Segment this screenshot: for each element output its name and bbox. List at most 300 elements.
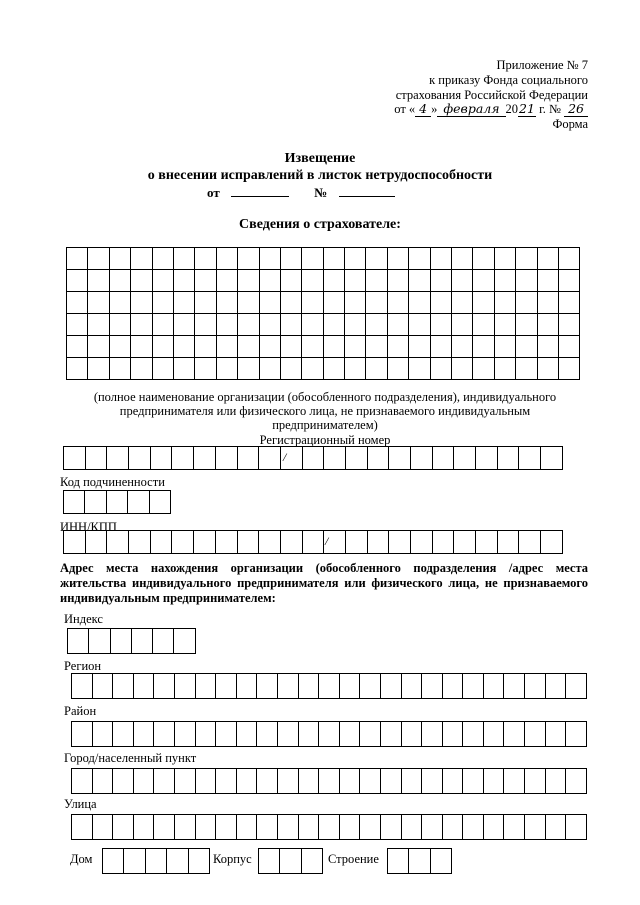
district-cell[interactable] — [133, 722, 154, 747]
insurer-name-cell[interactable] — [366, 336, 387, 358]
district-cell[interactable] — [463, 722, 484, 747]
insurer-name-cell[interactable] — [173, 336, 194, 358]
street-cell[interactable] — [174, 815, 195, 840]
insurer-name-cell[interactable] — [409, 314, 430, 336]
insurer-name-cell[interactable] — [152, 270, 173, 292]
insurer-name-cell[interactable] — [409, 358, 430, 380]
building-cell[interactable] — [301, 849, 322, 874]
insurer-name-cell[interactable] — [430, 314, 451, 336]
index-grid[interactable] — [67, 628, 196, 654]
district-cell[interactable] — [298, 722, 319, 747]
insurer-name-cell[interactable] — [537, 292, 558, 314]
inn-kpp-cell[interactable] — [367, 531, 389, 554]
region-cell[interactable] — [339, 674, 360, 699]
reg-number-cell[interactable] — [389, 447, 411, 470]
insurer-name-cell[interactable] — [109, 248, 130, 270]
inn-kpp-cell[interactable] — [302, 531, 324, 554]
reg-number-cell[interactable] — [519, 447, 541, 470]
inn-kpp-grid[interactable] — [63, 530, 563, 554]
subordination-cell[interactable] — [106, 491, 127, 514]
insurer-name-cell[interactable] — [494, 314, 515, 336]
index-cell[interactable] — [89, 629, 110, 654]
insurer-name-cell[interactable] — [173, 292, 194, 314]
street-cell[interactable] — [380, 815, 401, 840]
insurer-name-cell[interactable] — [259, 292, 280, 314]
region-cell[interactable] — [566, 674, 587, 699]
region-cell[interactable] — [483, 674, 504, 699]
insurer-name-cell[interactable] — [387, 248, 408, 270]
insurer-name-cell[interactable] — [67, 336, 88, 358]
street-cell[interactable] — [504, 815, 525, 840]
insurer-name-cell[interactable] — [302, 248, 323, 270]
district-cell[interactable] — [113, 722, 134, 747]
insurer-name-cell[interactable] — [216, 358, 237, 380]
district-cell[interactable] — [545, 722, 566, 747]
insurer-name-cell[interactable] — [366, 292, 387, 314]
reg-number-cell[interactable] — [345, 447, 367, 470]
insurer-name-cell[interactable] — [537, 248, 558, 270]
insurer-name-cell[interactable] — [195, 314, 216, 336]
index-cell[interactable] — [68, 629, 89, 654]
city-cell[interactable] — [133, 769, 154, 794]
insurer-name-cell[interactable] — [430, 292, 451, 314]
insurer-name-cell[interactable] — [452, 336, 473, 358]
street-cell[interactable] — [545, 815, 566, 840]
street-cell[interactable] — [113, 815, 134, 840]
city-cell[interactable] — [525, 769, 546, 794]
region-cell[interactable] — [236, 674, 257, 699]
reg-number-cell[interactable] — [237, 447, 259, 470]
insurer-name-cell[interactable] — [238, 248, 259, 270]
insurer-name-cell[interactable] — [430, 358, 451, 380]
city-cell[interactable] — [401, 769, 422, 794]
insurer-name-cell[interactable] — [216, 248, 237, 270]
reg-number-cell[interactable] — [107, 447, 129, 470]
inn-kpp-cell[interactable] — [389, 531, 411, 554]
region-cell[interactable] — [257, 674, 278, 699]
reg-number-cell[interactable] — [129, 447, 151, 470]
city-cell[interactable] — [154, 769, 175, 794]
insurer-name-cell[interactable] — [195, 292, 216, 314]
notice-date-field[interactable] — [231, 184, 289, 197]
insurer-name-cell[interactable] — [345, 336, 366, 358]
insurer-name-cell[interactable] — [323, 270, 344, 292]
street-cell[interactable] — [195, 815, 216, 840]
reg-number-cell[interactable] — [497, 447, 519, 470]
subordination-cell[interactable] — [149, 491, 170, 514]
city-cell[interactable] — [442, 769, 463, 794]
city-cell[interactable] — [422, 769, 443, 794]
insurer-name-cell[interactable] — [238, 270, 259, 292]
inn-kpp-cell[interactable] — [280, 531, 302, 554]
insurer-name-cell[interactable] — [109, 336, 130, 358]
insurer-name-cell[interactable] — [302, 270, 323, 292]
district-cell[interactable] — [401, 722, 422, 747]
region-cell[interactable] — [422, 674, 443, 699]
insurer-name-cell[interactable] — [238, 292, 259, 314]
reg-number-cell[interactable] — [259, 447, 281, 470]
street-cell[interactable] — [566, 815, 587, 840]
insurer-name-cell[interactable] — [88, 336, 109, 358]
insurer-name-cell[interactable] — [387, 270, 408, 292]
city-grid[interactable] — [71, 768, 587, 794]
insurer-name-cell[interactable] — [366, 270, 387, 292]
street-cell[interactable] — [154, 815, 175, 840]
house-cell[interactable] — [145, 849, 166, 874]
reg-number-cell[interactable] — [64, 447, 86, 470]
city-cell[interactable] — [195, 769, 216, 794]
region-cell[interactable] — [154, 674, 175, 699]
street-cell[interactable] — [463, 815, 484, 840]
insurer-name-cell[interactable] — [387, 314, 408, 336]
district-cell[interactable] — [257, 722, 278, 747]
index-cell[interactable] — [174, 629, 195, 654]
reg-number-cell[interactable] — [476, 447, 498, 470]
inn-kpp-cell[interactable] — [194, 531, 216, 554]
inn-kpp-cell[interactable] — [497, 531, 519, 554]
insurer-name-cell[interactable] — [558, 314, 579, 336]
city-cell[interactable] — [257, 769, 278, 794]
region-cell[interactable] — [545, 674, 566, 699]
insurer-name-cell[interactable] — [494, 270, 515, 292]
reg-number-cell[interactable] — [432, 447, 454, 470]
insurer-name-cell[interactable] — [131, 314, 152, 336]
insurer-name-cell[interactable] — [280, 270, 301, 292]
insurer-name-cell[interactable] — [131, 292, 152, 314]
insurer-name-cell[interactable] — [452, 248, 473, 270]
insurer-name-cell[interactable] — [280, 314, 301, 336]
inn-kpp-cell[interactable] — [541, 531, 563, 554]
insurer-name-cell[interactable] — [280, 358, 301, 380]
inn-kpp-cell[interactable] — [476, 531, 498, 554]
insurer-name-cell[interactable] — [67, 270, 88, 292]
reg-number-cell[interactable] — [541, 447, 563, 470]
region-cell[interactable] — [298, 674, 319, 699]
city-cell[interactable] — [483, 769, 504, 794]
region-cell[interactable] — [319, 674, 340, 699]
region-cell[interactable] — [463, 674, 484, 699]
insurer-name-cell[interactable] — [173, 270, 194, 292]
insurer-name-cell[interactable] — [152, 358, 173, 380]
insurer-name-cell[interactable] — [195, 358, 216, 380]
subordination-grid[interactable] — [63, 490, 171, 514]
structure-grid[interactable] — [387, 848, 452, 874]
insurer-name-cell[interactable] — [238, 314, 259, 336]
structure-cell[interactable] — [388, 849, 409, 874]
insurer-name-cell[interactable] — [280, 336, 301, 358]
city-cell[interactable] — [360, 769, 381, 794]
inn-kpp-cell[interactable] — [107, 531, 129, 554]
insurer-name-cell[interactable] — [409, 248, 430, 270]
insurer-name-cell[interactable] — [366, 248, 387, 270]
region-cell[interactable] — [360, 674, 381, 699]
street-cell[interactable] — [92, 815, 113, 840]
insurer-name-cell[interactable] — [152, 248, 173, 270]
city-cell[interactable] — [113, 769, 134, 794]
insurer-name-cell[interactable] — [430, 336, 451, 358]
city-cell[interactable] — [216, 769, 237, 794]
insurer-name-cell[interactable] — [558, 248, 579, 270]
insurer-name-cell[interactable] — [216, 314, 237, 336]
insurer-name-cell[interactable] — [473, 314, 494, 336]
street-cell[interactable] — [483, 815, 504, 840]
insurer-name-cell[interactable] — [302, 292, 323, 314]
insurer-name-cell[interactable] — [345, 248, 366, 270]
inn-kpp-cell[interactable] — [237, 531, 259, 554]
insurer-name-cell[interactable] — [152, 336, 173, 358]
insurer-name-cell[interactable] — [473, 248, 494, 270]
district-cell[interactable] — [360, 722, 381, 747]
inn-kpp-cell[interactable] — [150, 531, 172, 554]
insurer-name-cell[interactable] — [259, 336, 280, 358]
insurer-name-cell[interactable] — [537, 270, 558, 292]
insurer-name-cell[interactable] — [173, 358, 194, 380]
region-cell[interactable] — [442, 674, 463, 699]
inn-kpp-cell[interactable] — [64, 531, 86, 554]
insurer-name-cell[interactable] — [109, 314, 130, 336]
inn-kpp-cell[interactable] — [454, 531, 476, 554]
street-cell[interactable] — [257, 815, 278, 840]
insurer-name-cell[interactable] — [494, 336, 515, 358]
index-cell[interactable] — [131, 629, 152, 654]
insurer-name-cell[interactable] — [88, 358, 109, 380]
insurer-name-cell[interactable] — [109, 292, 130, 314]
insurer-name-cell[interactable] — [516, 270, 537, 292]
reg-number-cell[interactable] — [194, 447, 216, 470]
street-cell[interactable] — [216, 815, 237, 840]
district-cell[interactable] — [216, 722, 237, 747]
insurer-name-cell[interactable] — [473, 336, 494, 358]
insurer-name-cell[interactable] — [452, 292, 473, 314]
city-cell[interactable] — [319, 769, 340, 794]
insurer-name-cell[interactable] — [516, 336, 537, 358]
district-cell[interactable] — [339, 722, 360, 747]
insurer-name-cell[interactable] — [558, 358, 579, 380]
insurer-name-cell[interactable] — [173, 314, 194, 336]
insurer-name-cell[interactable] — [323, 248, 344, 270]
street-cell[interactable] — [133, 815, 154, 840]
insurer-name-cell[interactable] — [109, 358, 130, 380]
reg-number-cell[interactable] — [367, 447, 389, 470]
district-cell[interactable] — [525, 722, 546, 747]
insurer-name-cell[interactable] — [131, 248, 152, 270]
district-cell[interactable] — [483, 722, 504, 747]
insurer-name-cell[interactable] — [109, 270, 130, 292]
region-cell[interactable] — [72, 674, 93, 699]
city-cell[interactable] — [504, 769, 525, 794]
insurer-name-cell[interactable] — [173, 248, 194, 270]
insurer-name-cell[interactable] — [345, 270, 366, 292]
insurer-name-cell[interactable] — [131, 336, 152, 358]
insurer-name-cell[interactable] — [195, 248, 216, 270]
insurer-name-cell[interactable] — [216, 270, 237, 292]
street-cell[interactable] — [525, 815, 546, 840]
region-cell[interactable] — [401, 674, 422, 699]
insurer-name-cell[interactable] — [387, 292, 408, 314]
insurer-name-cell[interactable] — [537, 358, 558, 380]
insurer-name-cell[interactable] — [452, 358, 473, 380]
house-cell[interactable] — [124, 849, 145, 874]
reg-number-cell[interactable] — [411, 447, 433, 470]
city-cell[interactable] — [380, 769, 401, 794]
house-cell[interactable] — [103, 849, 124, 874]
insurer-name-cell[interactable] — [67, 358, 88, 380]
district-cell[interactable] — [566, 722, 587, 747]
insurer-name-cell[interactable] — [430, 248, 451, 270]
insurer-name-cell[interactable] — [216, 292, 237, 314]
structure-cell[interactable] — [409, 849, 430, 874]
insurer-name-cell[interactable] — [516, 248, 537, 270]
insurer-name-grid[interactable] — [66, 247, 580, 380]
reg-number-grid[interactable] — [63, 446, 563, 470]
insurer-name-cell[interactable] — [259, 248, 280, 270]
notice-number-field[interactable] — [339, 184, 395, 197]
house-cell[interactable] — [167, 849, 188, 874]
reg-number-cell[interactable] — [85, 447, 107, 470]
inn-kpp-cell[interactable] — [345, 531, 367, 554]
insurer-name-cell[interactable] — [387, 358, 408, 380]
district-cell[interactable] — [319, 722, 340, 747]
region-cell[interactable] — [277, 674, 298, 699]
city-cell[interactable] — [174, 769, 195, 794]
street-cell[interactable] — [422, 815, 443, 840]
insurer-name-cell[interactable] — [494, 248, 515, 270]
reg-number-cell[interactable] — [172, 447, 194, 470]
insurer-name-cell[interactable] — [387, 336, 408, 358]
district-cell[interactable] — [236, 722, 257, 747]
insurer-name-cell[interactable] — [152, 314, 173, 336]
region-cell[interactable] — [92, 674, 113, 699]
reg-number-cell[interactable] — [324, 447, 346, 470]
insurer-name-cell[interactable] — [195, 336, 216, 358]
index-cell[interactable] — [110, 629, 131, 654]
reg-number-cell[interactable] — [215, 447, 237, 470]
insurer-name-cell[interactable] — [494, 292, 515, 314]
insurer-name-cell[interactable] — [345, 292, 366, 314]
insurer-name-cell[interactable] — [259, 270, 280, 292]
insurer-name-cell[interactable] — [259, 358, 280, 380]
reg-number-cell[interactable] — [454, 447, 476, 470]
city-cell[interactable] — [339, 769, 360, 794]
insurer-name-cell[interactable] — [345, 314, 366, 336]
city-cell[interactable] — [277, 769, 298, 794]
insurer-name-cell[interactable] — [259, 314, 280, 336]
insurer-name-cell[interactable] — [302, 336, 323, 358]
insurer-name-cell[interactable] — [473, 292, 494, 314]
region-cell[interactable] — [216, 674, 237, 699]
district-cell[interactable] — [504, 722, 525, 747]
insurer-name-cell[interactable] — [537, 314, 558, 336]
building-grid[interactable] — [258, 848, 323, 874]
insurer-name-cell[interactable] — [302, 358, 323, 380]
subordination-cell[interactable] — [128, 491, 149, 514]
region-cell[interactable] — [133, 674, 154, 699]
region-cell[interactable] — [380, 674, 401, 699]
insurer-name-cell[interactable] — [516, 292, 537, 314]
region-cell[interactable] — [195, 674, 216, 699]
district-cell[interactable] — [72, 722, 93, 747]
street-cell[interactable] — [277, 815, 298, 840]
building-cell[interactable] — [259, 849, 280, 874]
inn-kpp-cell[interactable] — [85, 531, 107, 554]
district-cell[interactable] — [195, 722, 216, 747]
city-cell[interactable] — [92, 769, 113, 794]
region-grid[interactable] — [71, 673, 587, 699]
inn-kpp-cell[interactable] — [172, 531, 194, 554]
street-cell[interactable] — [298, 815, 319, 840]
insurer-name-cell[interactable] — [537, 336, 558, 358]
district-cell[interactable] — [154, 722, 175, 747]
inn-kpp-cell[interactable] — [259, 531, 281, 554]
house-grid[interactable] — [102, 848, 210, 874]
inn-kpp-cell[interactable] — [129, 531, 151, 554]
insurer-name-cell[interactable] — [67, 248, 88, 270]
insurer-name-cell[interactable] — [88, 248, 109, 270]
index-cell[interactable] — [153, 629, 174, 654]
insurer-name-cell[interactable] — [516, 314, 537, 336]
city-cell[interactable] — [236, 769, 257, 794]
city-cell[interactable] — [72, 769, 93, 794]
insurer-name-cell[interactable] — [323, 314, 344, 336]
insurer-name-cell[interactable] — [88, 292, 109, 314]
district-cell[interactable] — [174, 722, 195, 747]
district-cell[interactable] — [92, 722, 113, 747]
insurer-name-cell[interactable] — [216, 336, 237, 358]
region-cell[interactable] — [525, 674, 546, 699]
insurer-name-cell[interactable] — [366, 314, 387, 336]
street-cell[interactable] — [360, 815, 381, 840]
insurer-name-cell[interactable] — [558, 292, 579, 314]
insurer-name-cell[interactable] — [238, 336, 259, 358]
insurer-name-cell[interactable] — [409, 336, 430, 358]
insurer-name-cell[interactable] — [131, 270, 152, 292]
insurer-name-cell[interactable] — [430, 270, 451, 292]
insurer-name-cell[interactable] — [67, 314, 88, 336]
street-cell[interactable] — [319, 815, 340, 840]
insurer-name-cell[interactable] — [494, 358, 515, 380]
insurer-name-cell[interactable] — [280, 248, 301, 270]
inn-kpp-cell[interactable] — [215, 531, 237, 554]
subordination-cell[interactable] — [64, 491, 85, 514]
region-cell[interactable] — [113, 674, 134, 699]
insurer-name-cell[interactable] — [323, 336, 344, 358]
city-cell[interactable] — [463, 769, 484, 794]
inn-kpp-cell[interactable] — [411, 531, 433, 554]
insurer-name-cell[interactable] — [473, 358, 494, 380]
insurer-name-cell[interactable] — [409, 292, 430, 314]
insurer-name-cell[interactable] — [366, 358, 387, 380]
insurer-name-cell[interactable] — [345, 358, 366, 380]
district-cell[interactable] — [380, 722, 401, 747]
inn-kpp-cell[interactable] — [519, 531, 541, 554]
reg-number-cell[interactable] — [302, 447, 324, 470]
street-cell[interactable] — [339, 815, 360, 840]
district-cell[interactable] — [442, 722, 463, 747]
house-cell[interactable] — [188, 849, 209, 874]
insurer-name-cell[interactable] — [452, 270, 473, 292]
district-grid[interactable] — [71, 721, 587, 747]
region-cell[interactable] — [504, 674, 525, 699]
insurer-name-cell[interactable] — [323, 292, 344, 314]
city-cell[interactable] — [298, 769, 319, 794]
street-grid[interactable] — [71, 814, 587, 840]
district-cell[interactable] — [422, 722, 443, 747]
insurer-name-cell[interactable] — [323, 358, 344, 380]
insurer-name-cell[interactable] — [88, 314, 109, 336]
subordination-cell[interactable] — [85, 491, 106, 514]
insurer-name-cell[interactable] — [88, 270, 109, 292]
district-cell[interactable] — [277, 722, 298, 747]
